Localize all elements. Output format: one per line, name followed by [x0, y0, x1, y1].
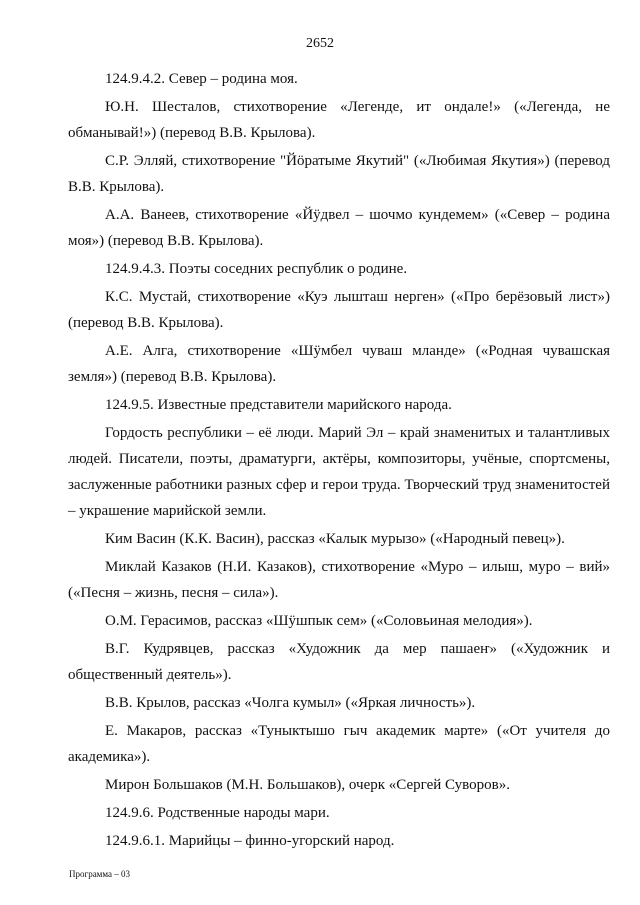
- heading-124-9-5: 124.9.5. Известные представители марийского народа.: [105, 397, 452, 413]
- page-footer: Программа – 03: [69, 869, 131, 879]
- list-item-gerasimov: О.М. Герасимов, рассказ «Шÿшпык сем» («Соловьиная мелодия»).: [105, 613, 533, 629]
- heading-124-9-6-1: 124.9.6.1. Марийцы – финно-угорский народ.: [105, 833, 395, 849]
- list-item-krylov: В.В. Крылов, рассказ «Чолга кумыл» («Яркая личность»).: [105, 695, 476, 711]
- list-item-vasin: Ким Васин (К.К. Васин), рассказ «Калык мурызо» («Народный певец»).: [105, 531, 565, 547]
- document-body: [68, 66, 610, 856]
- intro-paragraph: Гордость республики – её люди. Марий Эл – край знаменитых и талантливых людей. Писатели, поэты, драматурги, актёры, композиторы, учёные, спортсмены, заслуженные работники разных сфер и герои труда. Творческий труд знаменитостей – украшение марийской земли.: [68, 425, 610, 519]
- list-item-alga: А.Е. Алга, стихотворение «Шӱмбел чуваш мланде» («Родная чувашская земля») (перевод В.В. Крылова).: [68, 343, 610, 385]
- list-item-kudryavtsev: В.Г. Кудрявцев, рассказ «Художник да мер пашаеҥ» («Художник и общественный деятель»).: [68, 641, 610, 683]
- list-item-makarov: Е. Макаров, рассказ «Туныктышо гыч академик марте» («От учителя до академика»).: [68, 723, 610, 765]
- list-item-vaneev: А.А. Ванеев, стихотворение «Йÿдвел – шочмо кундемем» («Север – родина моя») (перевод В.В. Крылова).: [68, 207, 610, 249]
- heading-124-9-4-3: 124.9.4.3. Поэты соседних республик о родине.: [105, 261, 408, 277]
- list-item-ellyay: С.Р. Элляй, стихотворение "Йöратыме Якутий" («Любимая Якутия») (перевод В.В. Крылова).: [68, 153, 610, 195]
- heading-124-9-4-2: 124.9.4.2. Север – родина моя.: [105, 71, 298, 87]
- list-item-mustay: К.С. Мустай, стихотворение «Куэ лышташ нерген» («Про берёзовый лист») (перевод В.В. Крылова).: [68, 289, 610, 331]
- page-number: 2652: [306, 36, 334, 51]
- heading-124-9-6: 124.9.6. Родственные народы мари.: [105, 805, 330, 821]
- list-item-shestalov: Ю.Н. Шесталов, стихотворение «Легенде, ит ондале!» («Легенда, не обманывай!») (перевод В.В. Крылова).: [68, 99, 610, 141]
- list-item-bolshakov: Мирон Большаков (М.Н. Большаков), очерк «Сергей Суворов».: [105, 777, 510, 793]
- list-item-kazakov: Миклай Казаков (Н.И. Казаков), стихотворение «Муро – илыш, муро – вий» («Песня – жизнь, песня – сила»).: [68, 559, 610, 601]
